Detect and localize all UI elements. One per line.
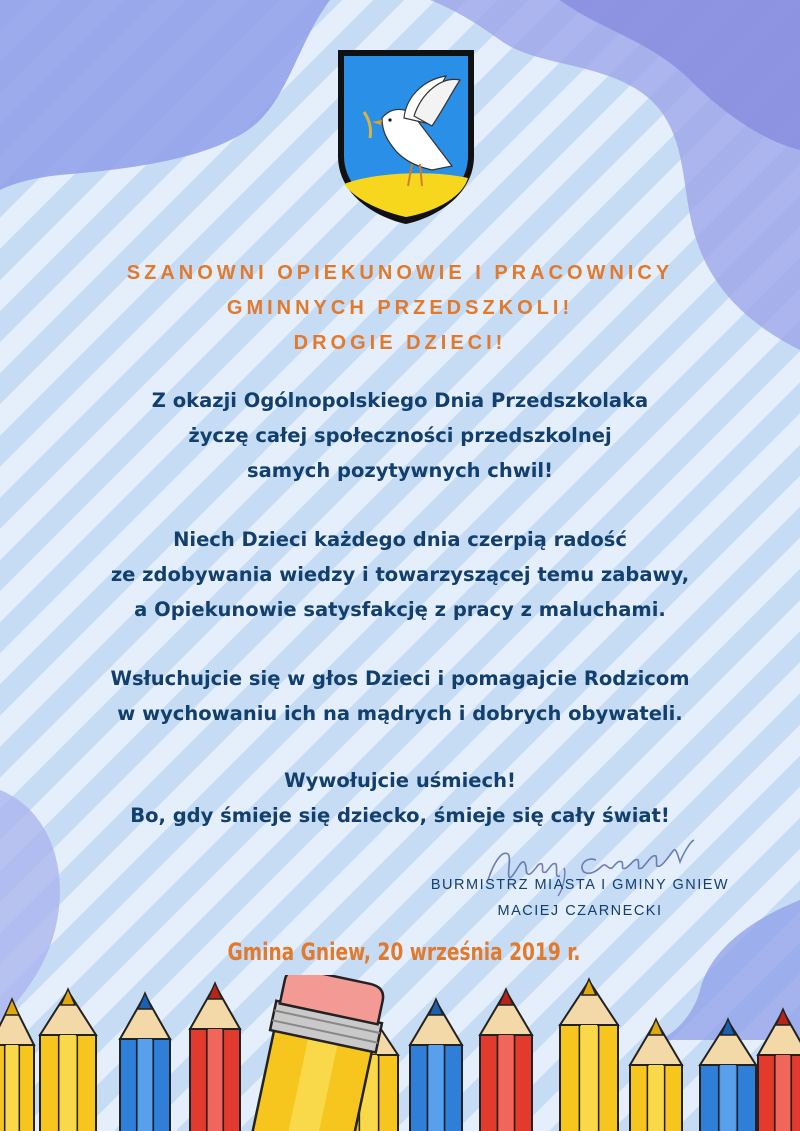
greeting-heading-line-1: SZANOWNI OPIEKUNOWIE I PRACOWNICY	[126, 262, 674, 284]
paragraph-2-line-2: ze zdobywania wiedzy i towarzyszącej temu zabawy,	[110, 563, 690, 586]
paragraph-1	[0, 383, 800, 488]
paragraph-4-line-1: Wywołujcie uśmiech!	[284, 769, 516, 792]
pencil-11	[758, 1009, 800, 1131]
paragraph-2	[0, 522, 800, 627]
paragraph-1-line-1: Z okazji Ogólnopolskiego Dnia Przedszkolaka	[151, 389, 649, 412]
pencil-3	[120, 993, 170, 1131]
signature-name: MACIEJ CZARNECKI	[497, 903, 663, 919]
colored-pencils-border	[0, 975, 800, 1131]
paragraph-3	[0, 661, 800, 731]
pencil-4	[190, 983, 240, 1131]
pencil-9	[630, 1019, 682, 1131]
greeting-heading-line-2: GMINNYCH PRZEDSZKOLI!	[226, 297, 574, 319]
pencil-10	[700, 1019, 756, 1131]
paragraph-2-line-1: Niech Dzieci każdego dnia czerpią radość	[173, 528, 627, 551]
pencil-7	[480, 989, 532, 1131]
paragraph-4-line-2: Bo, gdy śmieje się dziecko, śmieje się cały świat!	[130, 804, 670, 827]
pencil-1	[0, 999, 34, 1131]
paragraph-1-line-2: życzę całej społeczności przedszkolnej	[188, 424, 612, 447]
signature-title: BURMISTRZ MIASTA I GMINY GNIEW	[430, 877, 730, 893]
closing-place-date: Gmina Gniew, 20 września 2019 r.	[227, 938, 581, 966]
greeting-heading-line-3: DROGIE DZIECI!	[293, 332, 507, 354]
pencil-2	[40, 989, 96, 1131]
paragraph-1-line-3: samych pozytywnych chwil!	[246, 459, 554, 482]
pencil-6	[410, 999, 462, 1131]
dove-coat-of-arms-icon	[334, 46, 478, 226]
paragraph-4	[0, 763, 800, 833]
paragraph-2-line-3: a Opiekunowie satysfakcję z pracy z maluchami.	[134, 598, 666, 621]
pencil-8	[560, 979, 618, 1131]
paragraph-3-line-1: Wsłuchujcie się w głos Dzieci i pomagajcie Rodzicom	[110, 667, 690, 690]
paragraph-3-line-2: w wychowaniu ich na mądrych i dobrych obywateli.	[117, 702, 683, 725]
